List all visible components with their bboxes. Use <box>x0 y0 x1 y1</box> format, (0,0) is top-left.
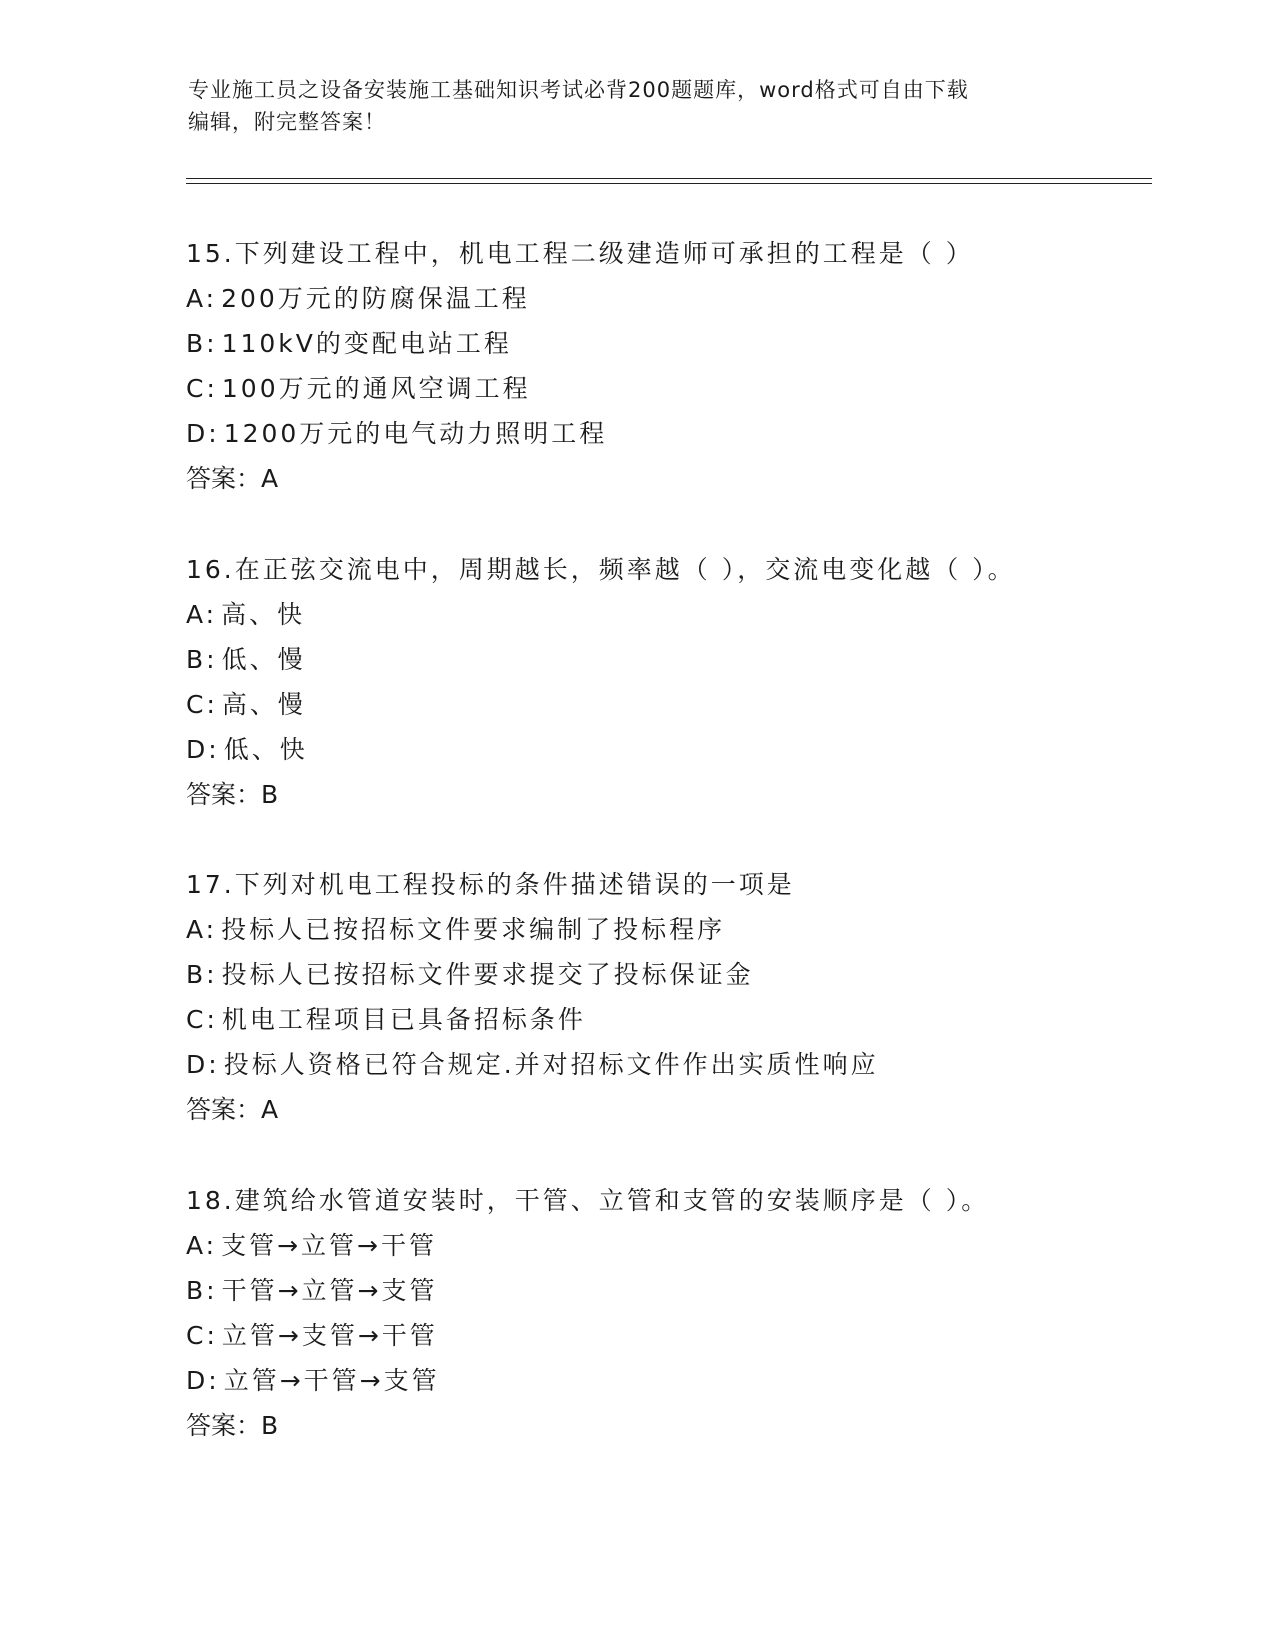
option-d <box>186 727 1146 772</box>
option-letter: A: <box>186 600 218 629</box>
option-letter: B: <box>186 645 218 674</box>
option-a <box>186 276 1146 321</box>
option-a <box>186 592 1146 637</box>
question-stem: 18.建筑给水管道安装时，干管、立管和支管的安装顺序是（ ）。 <box>186 1186 990 1215</box>
option-b <box>186 637 1146 682</box>
question-16 <box>186 547 1146 817</box>
question-stem: 15.下列建设工程中，机电工程二级建造师可承担的工程是（ ） <box>186 239 974 268</box>
answer-line: 答案：A <box>186 1095 279 1124</box>
option-text: 1200万元的电气动力照明工程 <box>223 419 608 448</box>
option-letter: B: <box>186 1276 218 1305</box>
option-letter: B: <box>186 329 218 358</box>
option-b <box>186 952 1146 997</box>
header-rule-bottom <box>186 183 1152 184</box>
option-d <box>186 1358 1146 1403</box>
option-letter: C: <box>186 690 218 719</box>
option-c <box>186 682 1146 727</box>
option-text: 200万元的防腐保温工程 <box>221 284 530 313</box>
document-header <box>188 74 1088 138</box>
option-letter: C: <box>186 1005 218 1034</box>
header-rule-top <box>186 178 1152 179</box>
answer-line: 答案：B <box>186 780 279 809</box>
option-a <box>186 907 1146 952</box>
question-stem: 16.在正弦交流电中，周期越长，频率越（ ），交流电变化越（ ）。 <box>186 555 1016 584</box>
answer-line: 答案：A <box>186 464 279 493</box>
option-text: 干管→立管→支管 <box>221 1276 438 1305</box>
option-text: 立管→干管→支管 <box>223 1366 440 1395</box>
option-text: 立管→支管→干管 <box>221 1321 438 1350</box>
option-letter: A: <box>186 1231 218 1260</box>
option-text: 机电工程项目已具备招标条件 <box>221 1005 586 1034</box>
option-c <box>186 366 1146 411</box>
option-text: 高、快 <box>221 600 306 629</box>
option-letter: B: <box>186 960 218 989</box>
option-letter: D: <box>186 1050 220 1079</box>
question-stem: 17.下列对机电工程投标的条件描述错误的一项是 <box>186 870 795 899</box>
option-letter: D: <box>186 419 220 448</box>
option-text: 投标人资格已符合规定.并对招标文件作出实质性响应 <box>223 1050 879 1079</box>
option-letter: D: <box>186 1366 220 1395</box>
option-letter: A: <box>186 284 218 313</box>
option-c <box>186 997 1146 1042</box>
option-text: 高、慢 <box>221 690 306 719</box>
option-b <box>186 321 1146 366</box>
option-letter: A: <box>186 915 218 944</box>
header-line-2: 编辑，附完整答案！ <box>188 110 386 134</box>
option-c <box>186 1313 1146 1358</box>
option-letter: D: <box>186 735 220 764</box>
option-text: 低、慢 <box>221 645 306 674</box>
option-d <box>186 1042 1146 1087</box>
question-18 <box>186 1178 1146 1448</box>
question-15 <box>186 231 1146 501</box>
option-text: 投标人已按招标文件要求编制了投标程序 <box>221 915 726 944</box>
option-text: 110kV的变配电站工程 <box>221 329 512 358</box>
option-text: 低、快 <box>223 735 308 764</box>
option-text: 支管→立管→干管 <box>221 1231 437 1260</box>
option-text: 投标人已按招标文件要求提交了投标保证金 <box>221 960 754 989</box>
option-letter: C: <box>186 1321 218 1350</box>
header-line-1: 专业施工员之设备安装施工基础知识考试必背200题题库，word格式可自由下载 <box>188 78 969 102</box>
option-text: 100万元的通风空调工程 <box>221 374 531 403</box>
answer-line: 答案：B <box>186 1411 279 1440</box>
option-a <box>186 1223 1146 1268</box>
question-17 <box>186 862 1146 1132</box>
option-b <box>186 1268 1146 1313</box>
option-d <box>186 411 1146 456</box>
option-letter: C: <box>186 374 218 403</box>
